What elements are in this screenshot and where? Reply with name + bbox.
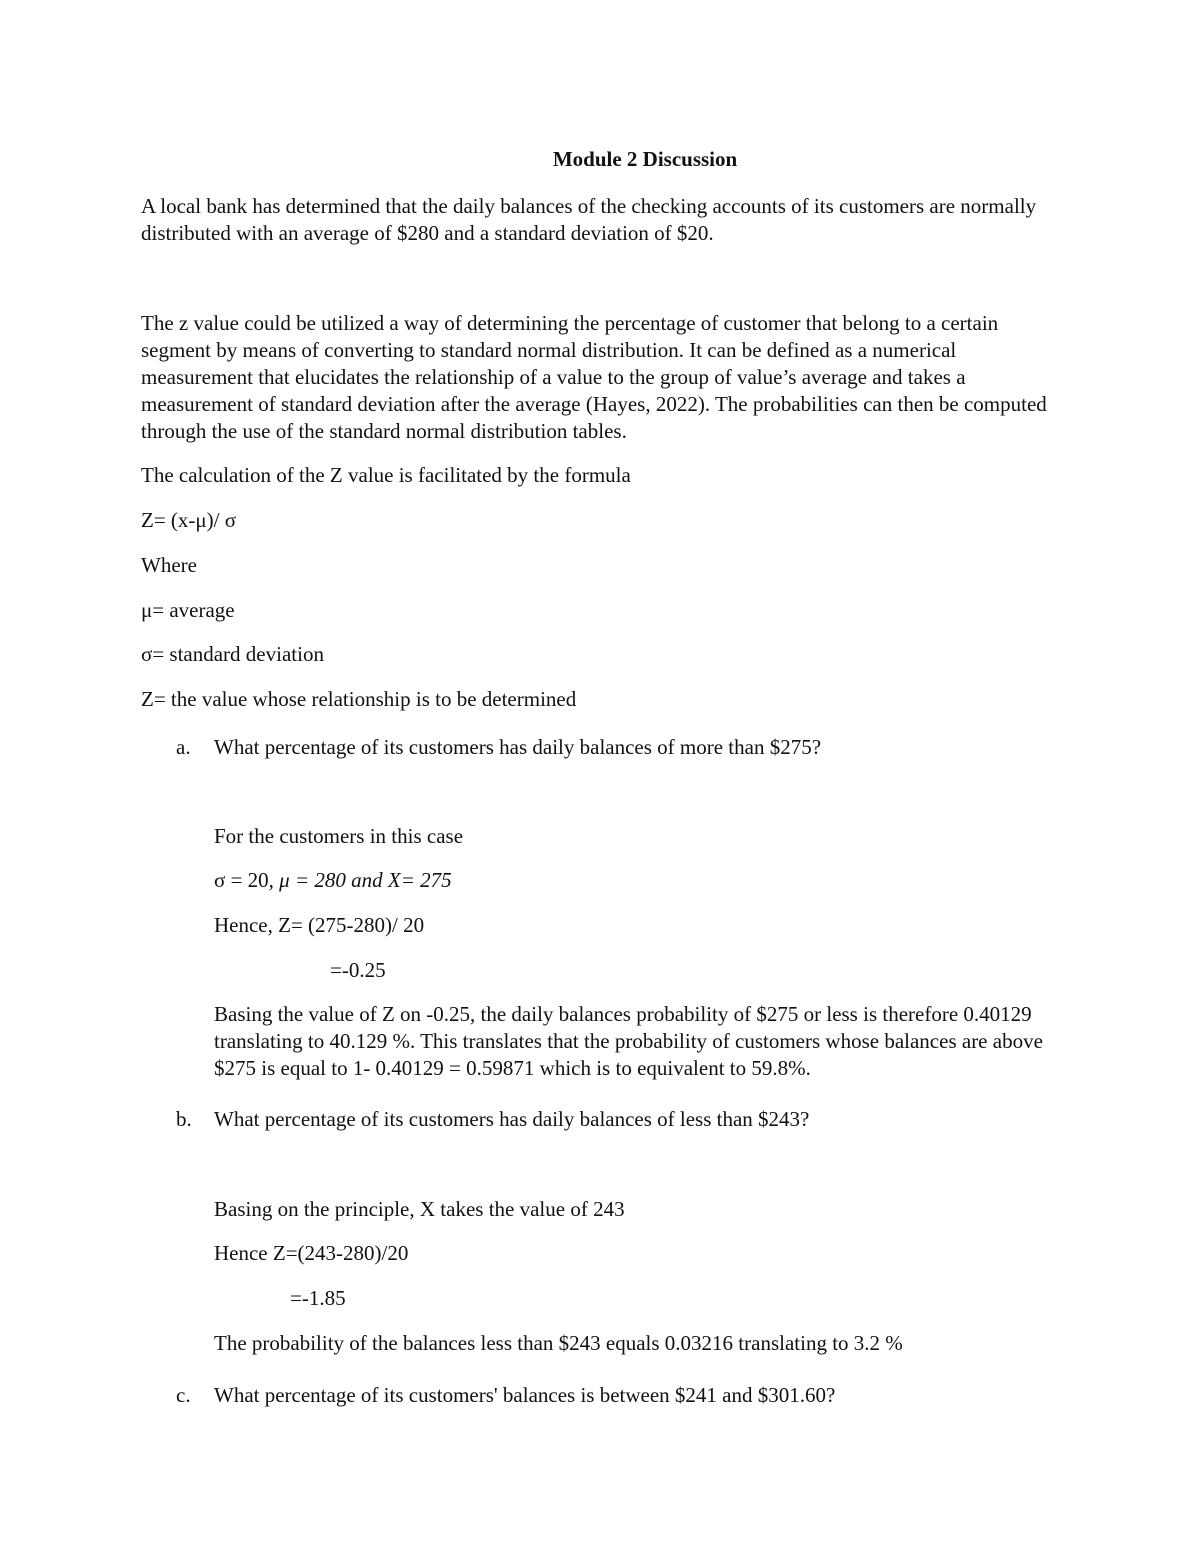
question-c-text: What percentage of its customers' balances is between $241 and $301.60? (214, 1383, 836, 1407)
question-b-line1: Basing on the principle, X takes the value of 243 (214, 1197, 625, 1221)
question-a-line2-plain: σ = 20, (214, 868, 280, 892)
question-b-line2: Hence Z=(243-280)/20 (214, 1241, 409, 1265)
question-b-conclusion: The probability of the balances less than $243 equals 0.03216 translating to 3.2 % (214, 1331, 903, 1355)
intro-paragraph: A local bank has determined that the daily balances of the checking accounts of its customers are normally distributed with an average of $280 and a standard deviation of $20. (141, 194, 1037, 245)
question-a-line3: Hence, Z= (275-280)/ 20 (214, 913, 425, 937)
formula-intro: The calculation of the Z value is facilitated by the formula (141, 463, 631, 487)
question-a-line4: =-0.25 (330, 958, 386, 982)
document-title: Module 2 Discussion (552, 147, 738, 171)
formula: Z= (x-μ)/ σ (141, 508, 237, 532)
where-label: Where (141, 553, 197, 577)
question-a-conclusion: Basing the value of Z on -0.25, the daily balances probability of $275 or less is therefore 0.40129 translating to 40.129 %. This translates that the probability of customers whose balances are above $275 is equal to 1- 0.40129 = 0.59871 which is to equivalent to 59.8%. (214, 1002, 1043, 1080)
definition-sigma: σ= standard deviation (141, 642, 324, 666)
question-a-line2 (214, 867, 1084, 894)
z-explanation-paragraph: The z value could be utilized a way of determining the percentage of customer that belong to a certain segment by means of converting to standard normal distribution. It can be defined as a numerical measurement that elucidates the relationship of a value to the group of value’s average and takes a measurement of standard deviation after the average (Hayes, 2022). The probabilities can then be computed through the use of the standard normal distribution tables. (141, 311, 1047, 443)
question-a-text: What percentage of its customers has daily balances of more than $275? (214, 735, 822, 759)
question-b-line3: =-1.85 (290, 1286, 346, 1310)
question-a-line2-italic: μ = 280 and X= 275 (279, 868, 452, 892)
definition-mu: μ= average (141, 598, 235, 622)
question-b-label: b. (176, 1107, 192, 1131)
question-a-label: a. (176, 735, 191, 759)
question-b-text: What percentage of its customers has daily balances of less than $243? (214, 1107, 810, 1131)
question-c-label: c. (176, 1383, 191, 1407)
question-a-line1: For the customers in this case (214, 824, 464, 848)
definition-z: Z= the value whose relationship is to be determined (141, 687, 577, 711)
